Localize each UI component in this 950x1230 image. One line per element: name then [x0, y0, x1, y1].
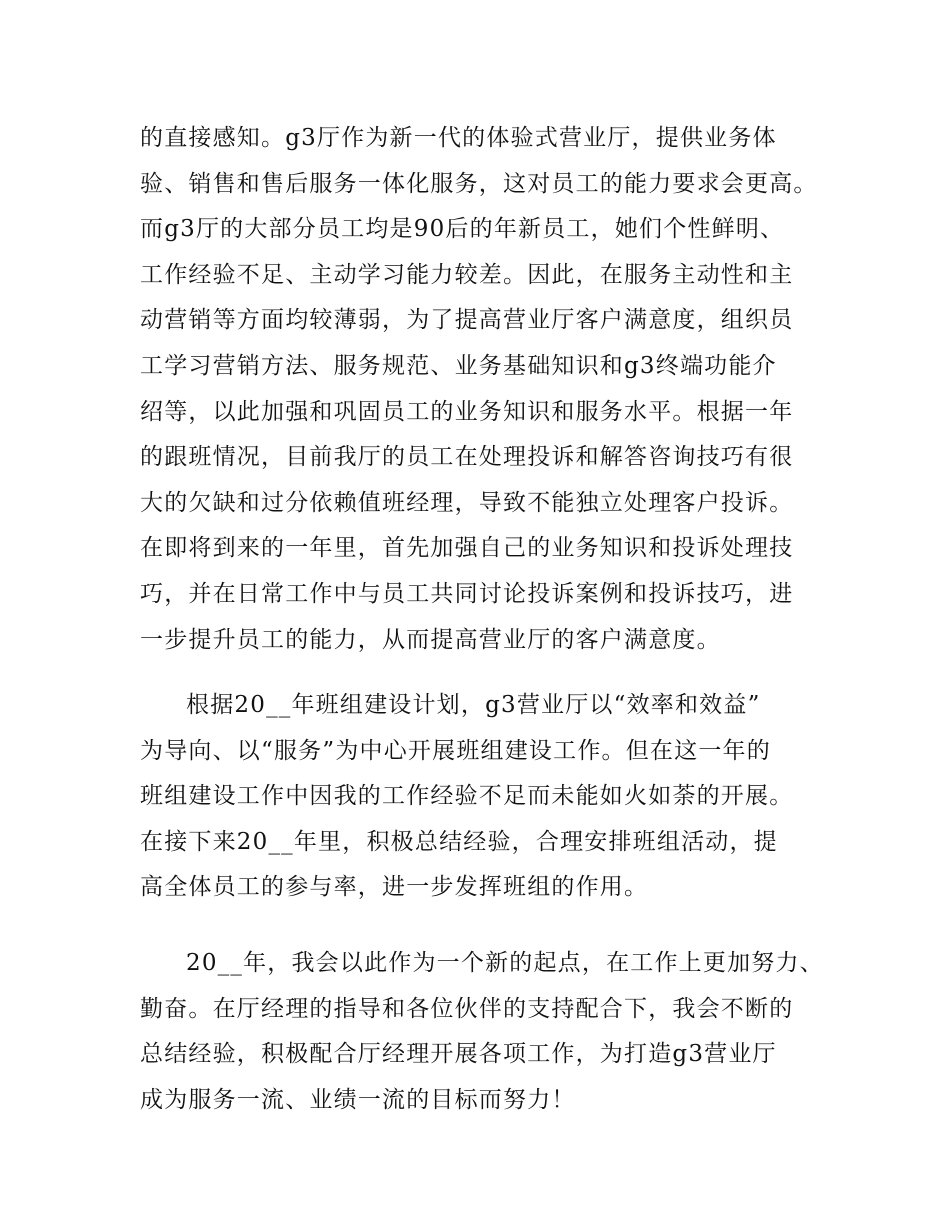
- text-line: 勤奋。在厅经理的指导和各位伙伴的支持配合下，我会不断的: [140, 995, 794, 1022]
- paragraph-3: [140, 941, 840, 1123]
- text-line: 大的欠缺和过分依赖值班经理，导致不能独立处理客户投诉。: [140, 489, 794, 516]
- text-line: 而g3厅的大部分员工均是90后的年新员工，她们个性鲜明、: [140, 216, 785, 243]
- text-line: 动营销等方面均较薄弱，为了提高营业厅客户满意度，组织员: [140, 307, 794, 334]
- paragraph-2: [140, 683, 840, 911]
- text-line: 验、销售和售后服务一体化服务，这对员工的能力要求会更高。: [140, 170, 818, 197]
- text-line: 的直接感知。g3厅作为新一代的体验式营业厅，提供业务体: [140, 125, 777, 151]
- text-line: 为导向、以“服务”为中心开展班组建设工作。但在这一年的: [140, 737, 771, 764]
- paragraph-1: [140, 116, 840, 663]
- text-line: 高全体员工的参与率，进一步发挥班组的作用。: [140, 874, 649, 901]
- text-line: 一步提升员工的能力，从而提高营业厅的客户满意度。: [140, 626, 721, 653]
- text-line: 成为服务一流、业绩一流的目标而努力！: [140, 1086, 576, 1113]
- text-line: 工学习营销方法、服务规范、业务基础知识和g3终端功能介: [140, 352, 777, 379]
- text-line: 在接下来20__年里，积极总结经验，合理安排班组活动，提: [140, 828, 778, 855]
- text-line: 20__年，我会以此作为一个新的起点，在工作上更加努力、: [186, 950, 824, 976]
- text-line: 根据20__年班组建设计划，g3营业厅以“效率和效益”: [186, 692, 761, 718]
- text-line: 巧，并在日常工作中与员工共同讨论投诉案例和投诉技巧，进: [140, 580, 794, 607]
- text-line: 总结经验，积极配合厅经理开展各项工作，为打造g3营业厅: [140, 1041, 777, 1068]
- text-line: 在即将到来的一年里，首先加强自己的业务知识和投诉处理技: [140, 535, 794, 562]
- text-line: 工作经验不足、主动学习能力较差。因此，在服务主动性和主: [140, 261, 794, 288]
- text-line: 绍等，以此加强和巩固员工的业务知识和服务水平。根据一年: [140, 398, 794, 425]
- text-line: 班组建设工作中因我的工作经验不足而未能如火如荼的开展。: [140, 783, 794, 810]
- text-line: 的跟班情况，目前我厅的员工在处理投诉和解答咨询技巧有很: [140, 444, 794, 471]
